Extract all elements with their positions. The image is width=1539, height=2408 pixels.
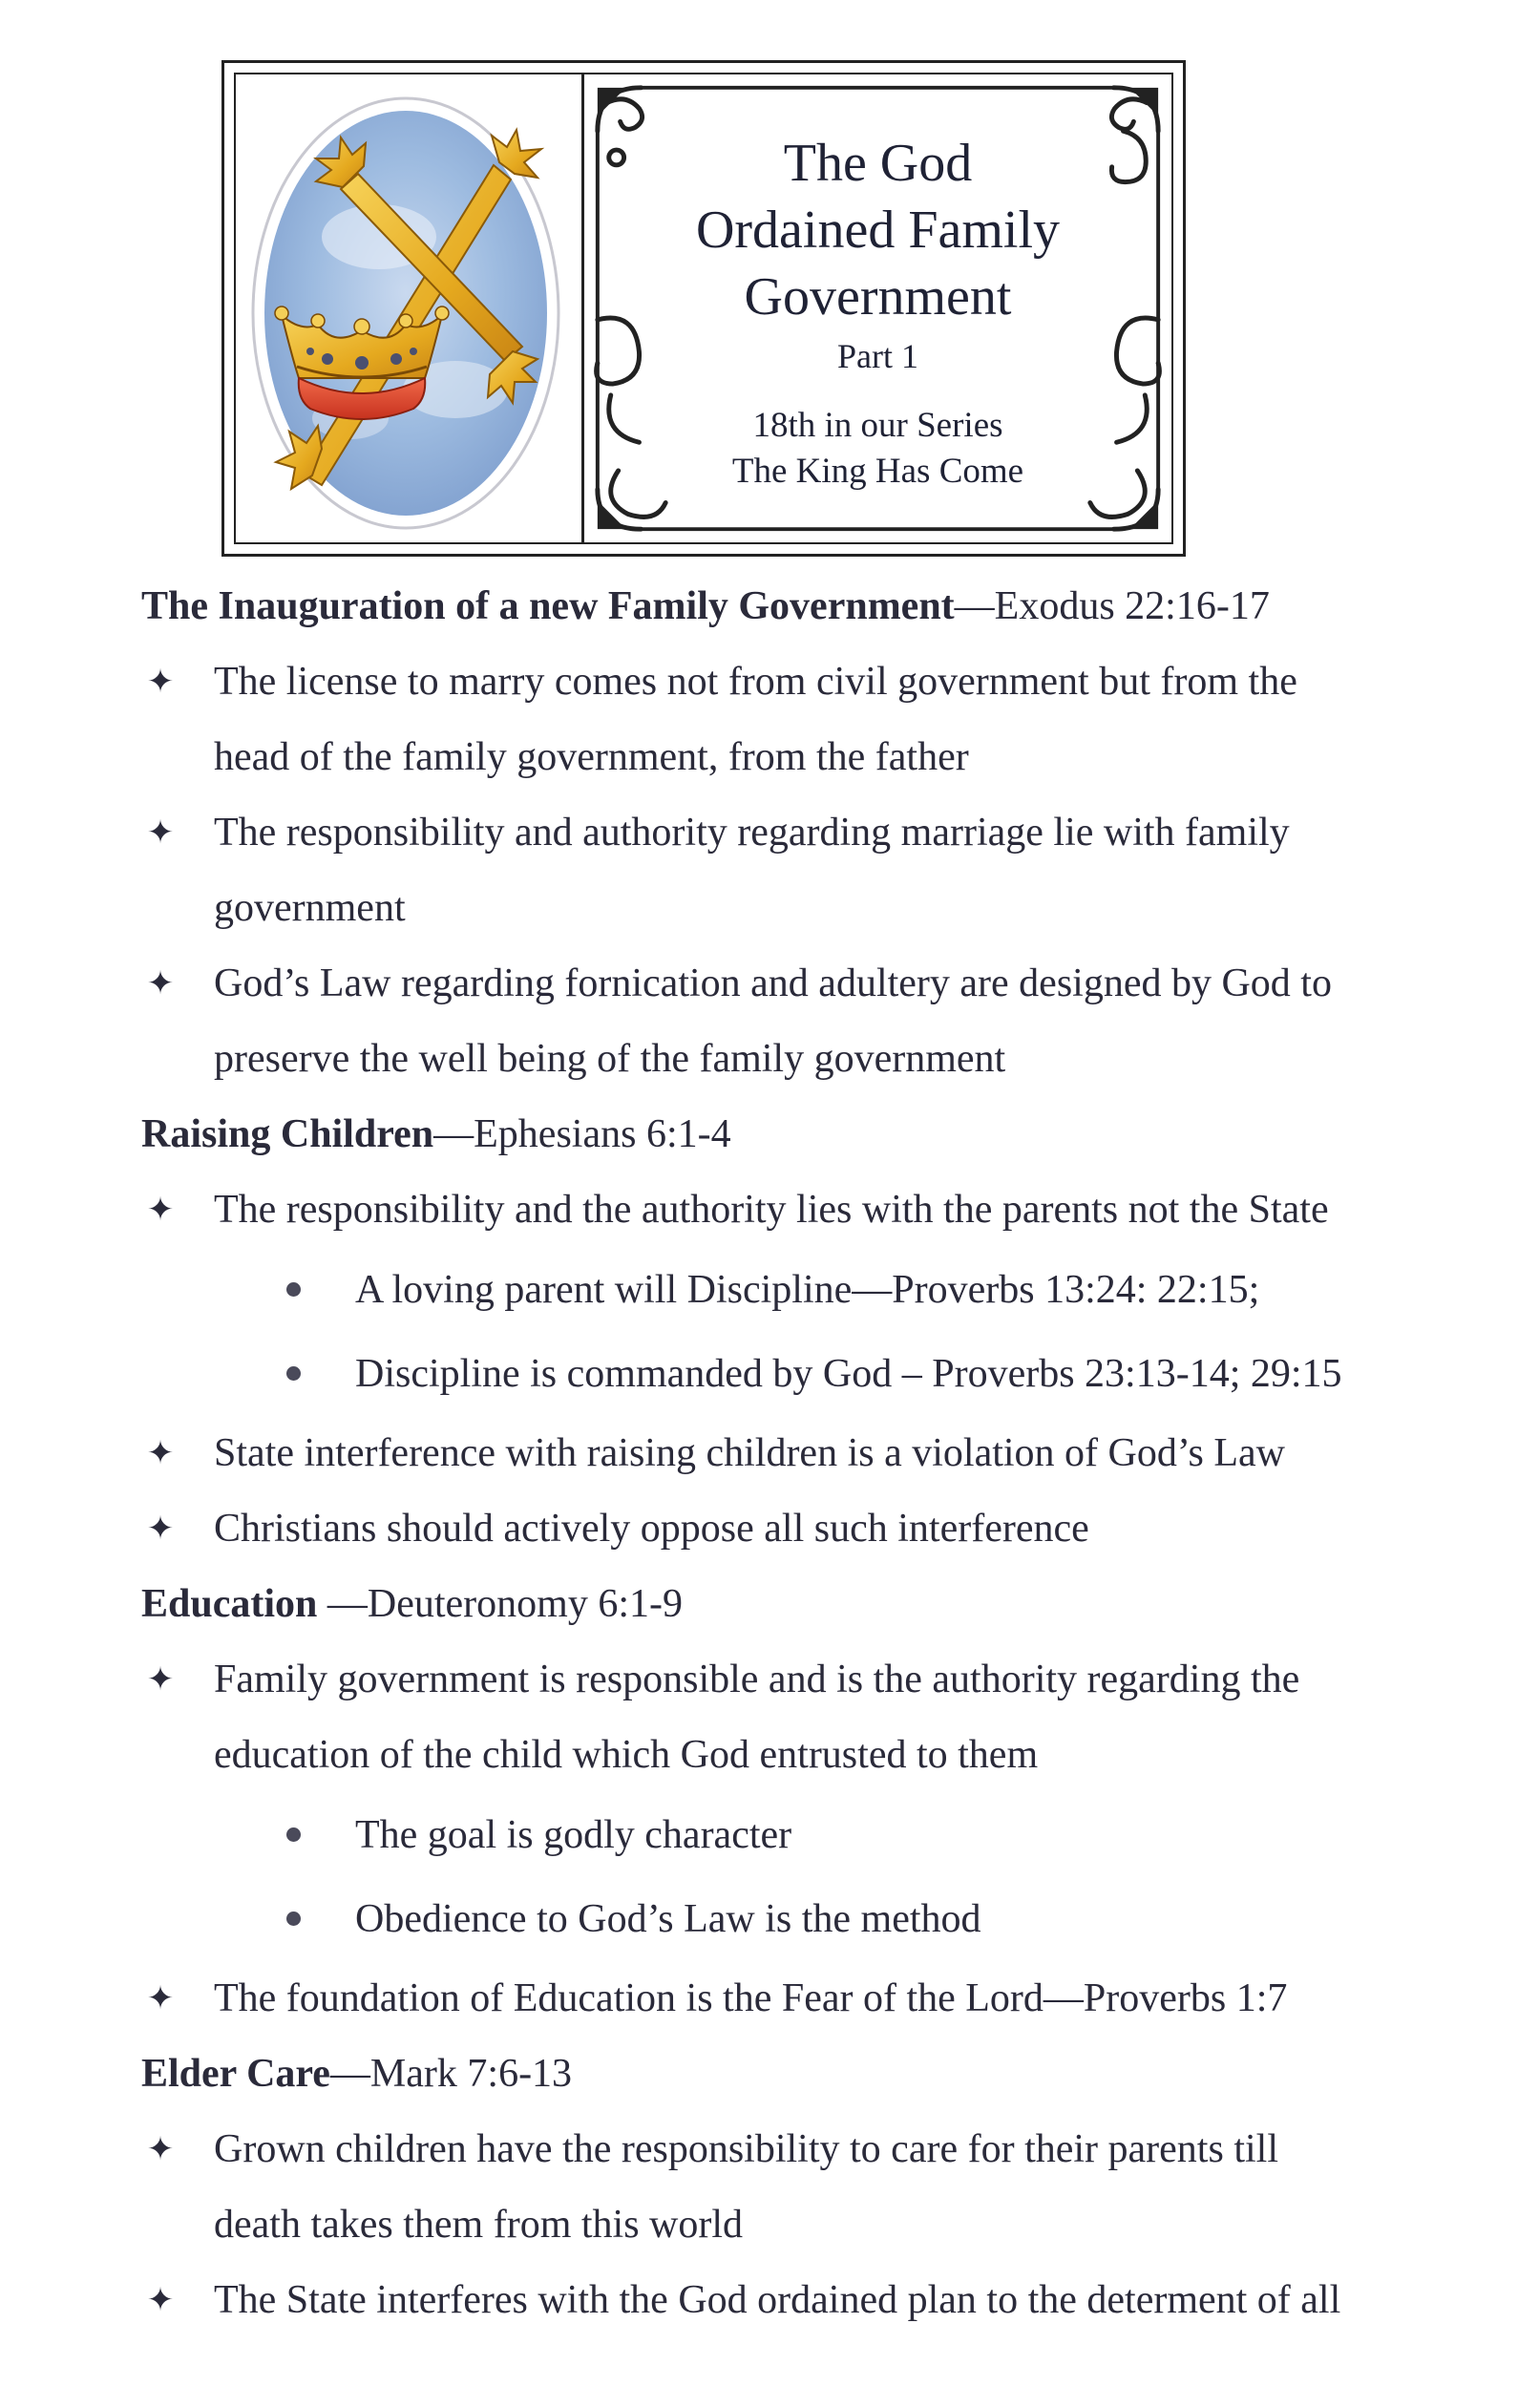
bullet-item bbox=[141, 2263, 1478, 2338]
bullet-item bbox=[141, 1172, 1478, 1248]
four-point-star-icon: ✦ bbox=[146, 2132, 175, 2167]
four-point-star-icon: ✦ bbox=[146, 2283, 175, 2318]
bullet-text: Family government is responsible and is the authority regarding the bbox=[214, 1658, 1300, 1701]
title-line-2: Ordained Family bbox=[695, 201, 1061, 260]
bullet-text-continued: death takes them from this world bbox=[214, 2203, 744, 2247]
round-bullet-icon bbox=[286, 1912, 301, 1926]
four-point-star-icon: ✦ bbox=[146, 665, 175, 700]
section-heading bbox=[141, 1567, 1478, 1642]
round-bullet-icon bbox=[286, 1366, 301, 1381]
bullet-item bbox=[141, 1961, 1478, 2037]
bullet-item bbox=[141, 1416, 1478, 1491]
round-bullet-icon bbox=[286, 1282, 301, 1297]
four-point-star-icon: ✦ bbox=[146, 1511, 175, 1547]
title-panel bbox=[584, 74, 1171, 542]
section-heading-title: Elder Care bbox=[141, 2052, 330, 2096]
bullet-text: Christians should actively oppose all such interference bbox=[214, 1507, 1089, 1551]
section-heading-reference: —Mark 7:6-13 bbox=[329, 2052, 573, 2096]
sub-bullet-item bbox=[141, 1332, 1478, 1416]
series-line-2: The King Has Come bbox=[731, 452, 1024, 491]
section-heading-reference: —Ephesians 6:1-4 bbox=[433, 1112, 731, 1156]
sub-bullet-text: The goal is godly character bbox=[355, 1813, 792, 1857]
section-heading-title: The Inauguration of a new Family Government bbox=[141, 584, 955, 628]
round-bullet-icon bbox=[286, 1827, 301, 1842]
series-block bbox=[584, 403, 1171, 495]
four-point-star-icon: ✦ bbox=[146, 966, 175, 1002]
four-point-star-icon: ✦ bbox=[146, 1436, 175, 1471]
section-heading-reference: —Exodus 22:16-17 bbox=[954, 584, 1270, 628]
bullet-item bbox=[141, 644, 1478, 795]
bullet-text-continued: government bbox=[214, 886, 406, 930]
part-label: Part 1 bbox=[837, 337, 918, 375]
bullet-text: Grown children have the responsibility to care for their parents till bbox=[214, 2127, 1278, 2171]
bullet-item bbox=[141, 1642, 1478, 1793]
sub-bullet-item bbox=[141, 1248, 1478, 1332]
four-point-star-icon: ✦ bbox=[146, 815, 175, 851]
section-heading-title: Education bbox=[141, 1582, 327, 1626]
title-line-1: The God bbox=[783, 134, 973, 193]
title-banner bbox=[221, 60, 1186, 557]
title-block bbox=[584, 130, 1171, 495]
section-heading bbox=[141, 2037, 1478, 2112]
bullet-text: State interference with raising children is a violation of God’s Law bbox=[214, 1431, 1286, 1475]
bullet-text-continued: education of the child which God entrusted to them bbox=[214, 1733, 1039, 1777]
series-line-1: 18th in our Series bbox=[752, 406, 1003, 445]
section-heading bbox=[141, 569, 1478, 644]
cross-and-crown-icon bbox=[236, 74, 581, 548]
sub-bullet-item bbox=[141, 1877, 1478, 1961]
bullet-text-continued: head of the family government, from the father bbox=[214, 735, 969, 779]
sub-bullet-text: Discipline is commanded by God – Proverbs 23:13-14; 29:15 bbox=[355, 1352, 1342, 1396]
bullet-text: The responsibility and the authority lies with the parents not the State bbox=[214, 1188, 1329, 1232]
sub-bullet-text: Obedience to God’s Law is the method bbox=[355, 1897, 981, 1941]
section-heading bbox=[141, 1097, 1478, 1172]
section-heading-title: Raising Children bbox=[141, 1112, 434, 1156]
bullet-text: The responsibility and authority regarding marriage lie with family bbox=[214, 811, 1290, 855]
four-point-star-icon: ✦ bbox=[146, 1193, 175, 1228]
four-point-star-icon: ✦ bbox=[146, 1981, 175, 2017]
section-heading-reference: —Deuteronomy 6:1-9 bbox=[327, 1582, 683, 1626]
sub-bullet-text: A loving parent will Discipline—Proverbs 13:24: 22:15; bbox=[355, 1268, 1260, 1312]
bullet-text-continued: preserve the well being of the family government bbox=[214, 1037, 1006, 1081]
outline-body bbox=[141, 569, 1478, 2338]
bullet-item bbox=[141, 946, 1478, 1097]
bullet-item bbox=[141, 1491, 1478, 1567]
sub-bullet-item bbox=[141, 1793, 1478, 1877]
bullet-text: God’s Law regarding fornication and adultery are designed by God to bbox=[214, 961, 1332, 1005]
four-point-star-icon: ✦ bbox=[146, 1662, 175, 1698]
title-banner-inner-frame bbox=[234, 73, 1173, 544]
bullet-text: The State interferes with the God ordained plan to the determent of all bbox=[214, 2278, 1341, 2322]
bullet-item bbox=[141, 795, 1478, 946]
bullet-text: The license to marry comes not from civil government but from the bbox=[214, 660, 1297, 704]
bullet-item bbox=[141, 2112, 1478, 2263]
emblem-panel bbox=[236, 74, 584, 542]
bullet-text: The foundation of Education is the Fear of the Lord—Proverbs 1:7 bbox=[214, 1976, 1288, 2020]
title-line-3: Government bbox=[744, 267, 1012, 327]
